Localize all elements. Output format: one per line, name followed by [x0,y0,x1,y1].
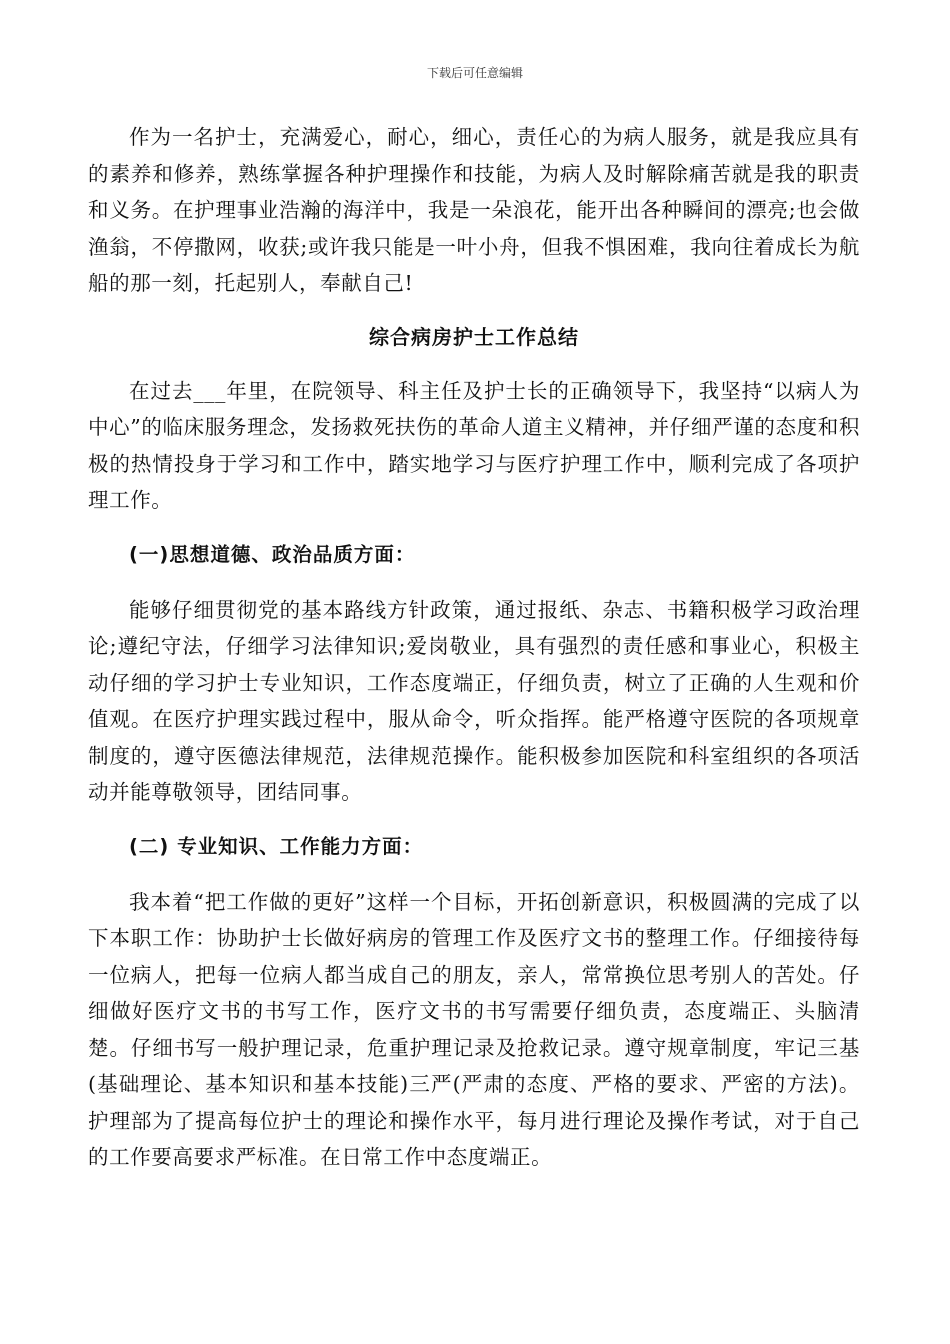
page-header-note: 下载后可任意编辑 [426,66,523,80]
section-heading-ethics: (一)思想道德、政治品质方面： [129,542,416,566]
intro-paragraph: 作为一名护士，充满爱心，耐心，细心，责任心的为病人服务，就是我应具有的素养和修养，熟练掌握各种护理操作和技能，为病人及时解除痛苦就是我的职责和义务。在护理事业浩瀚的海洋中，我是一朵浪花，能开出各种瞬间的漂亮;也会做渔翁，不停撒网，收获;或许我只能是一叶小舟，但我不惧困难，我向往着成长为航船的那一刻，托起别人，奉献自己! [88,125,860,295]
summary-intro-paragraph: 在过去___年里，在院领导、科主任及护士长的正确领导下，我坚持“以病人为中心”的临床服务理念，发扬救死扶伤的革命人道主义精神，并仔细严谨的态度和积极的热情投身于学习和工作中，踏实地学习与医疗护理工作中，顺利完成了各项护理工作。 [88,378,860,512]
section-professional-paragraph: 我本着“把工作做的更好”这样一个目标，开拓创新意识，积极圆满的完成了以下本职工作：协助护士长做好病房的管理工作及医疗文书的整理工作。仔细接待每一位病人，把每一位病人都当成自己的朋友，亲人，常常换位思考别人的苦处。仔细做好医疗文书的书写工作，医疗文书的书写需要仔细负责，态度端正、头脑清楚。仔细书写一般护理记录，危重护理记录及抢救记录。遵守规章制度，牢记三基(基础理论、基本知识和基本技能)三严(严肃的态度、严格的要求、严密的方法)。护理部为了提高每位护士的理论和操作水平，每月进行理论及操作考试，对于自己的工作要高要求严标准。在日常工作中态度端正。 [88,889,860,1169]
section-ethics-paragraph: 能够仔细贯彻党的基本路线方针政策，通过报纸、杂志、书籍积极学习政治理论;遵纪守法，仔细学习法律知识;爱岗敬业，具有强烈的责任感和事业心，积极主动仔细的学习护士专业知识，工作态度端正，仔细负责，树立了正确的人生观和价值观。在医疗护理实践过程中，服从命令，听众指挥。能严格遵守医院的各项规章制度的，遵守医德法律规范，法律规范操作。能积极参加医院和科室组织的各项活动并能尊敬领导，团结同事。 [88,597,860,804]
section-heading-professional: (二) 专业知识、工作能力方面： [129,834,424,858]
document-title: 综合病房护士工作总结 [369,324,579,349]
document-body [88,119,860,1176]
